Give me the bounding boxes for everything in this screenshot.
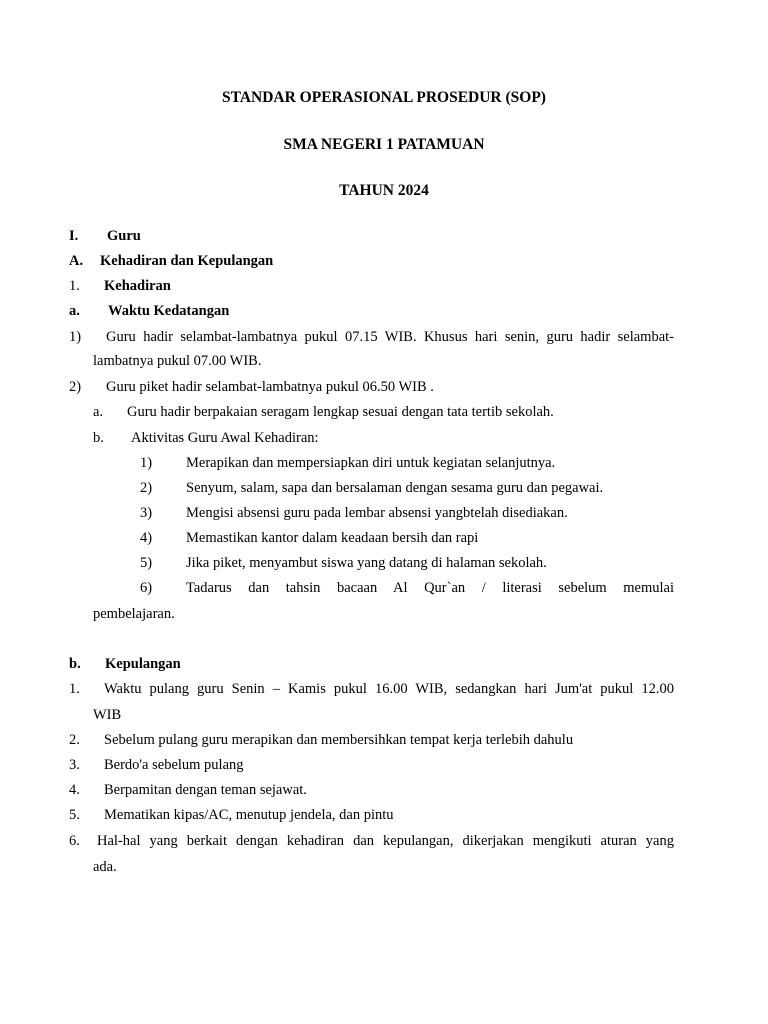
activity-text: Mengisi absensi guru pada lembar absensi yangbtelah disediakan. — [186, 505, 568, 521]
list-number: 3. — [69, 757, 80, 773]
list-item-text: Guru hadir selambat-lambatnya pukul 07.15 WIB. Khusus hari senin, guru hadir selambat- — [106, 329, 674, 345]
activity-text: Jika piket, menyambut siswa yang datang di halaman sekolah. — [186, 555, 547, 571]
list-number: 5. — [69, 807, 80, 823]
subsection-heading: Kehadiran dan Kepulangan — [100, 253, 274, 269]
sub-list-letter: b. — [93, 430, 104, 446]
document-year: TAHUN 2024 — [339, 182, 429, 199]
list-item-text: lambatnya pukul 07.00 WIB. — [93, 353, 262, 369]
list-item-text: Hal-hal yang berkait dengan kehadiran dan kepulangan, dikerjakan mengikuti aturan yang — [97, 833, 674, 849]
list-item-text: Waktu pulang guru Senin – Kamis pukul 16.00 WIB, sedangkan hari Jum'at pukul 12.00 — [104, 681, 674, 697]
list-number: 6. — [69, 833, 80, 849]
list-item-text: Sebelum pulang guru merapikan dan membersihkan tempat kerja terlebih dahulu — [104, 732, 574, 748]
school-name: SMA NEGERI 1 PATAMUAN — [283, 136, 485, 153]
activity-number: 4) — [140, 530, 153, 546]
list-item-text: Mematikan kipas/AC, menutup jendela, dan pintu — [104, 807, 394, 823]
sub-list-text: Guru hadir berpakaian seragam lengkap sesuai dengan tata tertib sekolah. — [127, 404, 554, 420]
list-number: 1) — [69, 329, 82, 345]
list-item-text: Guru piket hadir selambat-lambatnya pukul 06.50 WIB . — [106, 379, 434, 395]
list-item-text: Berdo'a sebelum pulang — [104, 757, 244, 773]
item-heading: Kehadiran — [104, 278, 171, 294]
item-letter: b. — [69, 656, 81, 672]
sub-list-text: Aktivitas Guru Awal Kehadiran: — [131, 430, 319, 446]
list-item-text: WIB — [93, 707, 122, 723]
section-number: I. — [69, 228, 79, 244]
sub-list-letter: a. — [93, 404, 104, 420]
activity-number: 1) — [140, 455, 153, 471]
activity-text: Tadarus dan tahsin bacaan Al Qur`an / literasi sebelum memulai — [186, 580, 674, 596]
activity-text: pembelajaran. — [93, 606, 175, 622]
document-title: STANDAR OPERASIONAL PROSEDUR (SOP) — [222, 89, 546, 106]
item-heading: Kepulangan — [105, 656, 181, 672]
list-number: 4. — [69, 782, 80, 798]
list-item-text: Berpamitan dengan teman sejawat. — [104, 782, 307, 798]
item-heading: Waktu Kedatangan — [108, 303, 230, 319]
item-number: 1. — [69, 278, 80, 294]
item-letter: a. — [69, 303, 80, 319]
activity-text: Memastikan kantor dalam keadaan bersih dan rapi — [186, 530, 479, 546]
subsection-number: A. — [69, 253, 84, 269]
list-number: 1. — [69, 681, 80, 697]
list-number: 2) — [69, 379, 82, 395]
activity-number: 5) — [140, 555, 153, 571]
list-number: 2. — [69, 732, 80, 748]
activity-number: 3) — [140, 505, 153, 521]
activity-number: 2) — [140, 480, 153, 496]
activity-number: 6) — [140, 580, 153, 596]
activity-text: Senyum, salam, sapa dan bersalaman dengan sesama guru dan pegawai. — [186, 480, 604, 496]
activity-text: Merapikan dan mempersiapkan diri untuk kegiatan selanjutnya. — [186, 455, 556, 471]
list-item-text: ada. — [93, 859, 117, 875]
section-heading: Guru — [107, 228, 141, 244]
